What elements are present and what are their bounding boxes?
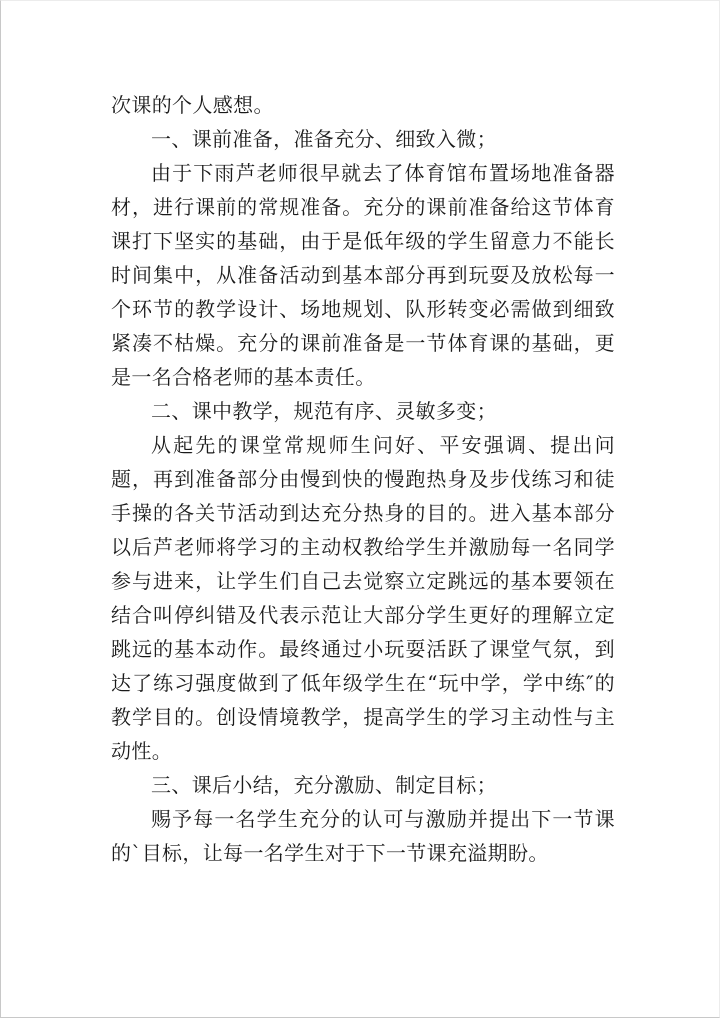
paragraph-summary: 赐予每一名学生充分的认可与激励并提出下一节课的`目标，让每一名学生对于下一节课充溢期盼。 <box>111 807 615 865</box>
paragraph-preparation: 由于下雨芦老师很早就去了体育馆布置场地准备器材，进行课前的常规准备。充分的课前准备给这节体育课打下坚实的基础，由于是低年级的学生留意力不能长时间集中，从准备活动到基本部分再到玩耍及放松每一个环节的教学设计、场地规划、队形转变必需做到细致紧凑不枯燥。充分的课前准备是一节体育课的基础，更是一名合格老师的基本责任。 <box>111 161 615 389</box>
section-heading-preparation: 一、课前准备，准备充分、细致入微； <box>151 127 497 151</box>
document-body <box>111 88 615 870</box>
section-heading-summary: 三、课后小结，充分激励、制定目标； <box>151 773 497 797</box>
section-heading-teaching: 二、课中教学，规范有序、灵敏多变； <box>151 399 497 423</box>
paragraph-continuation: 次课的个人感想。 <box>111 93 274 117</box>
paragraph-teaching: 从起先的课堂常规师生问好、平安强调、提出问题，再到准备部分由慢到快的慢跑热身及步伐练习和徒手操的各关节活动到达充分热身的目的。进入基本部分以后芦老师将学习的主动权教给学生并激励每一名同学参与进来，让学生们自己去觉察立定跳远的基本要领在结合叫停纠错及代表示范让大部分学生更好的理解立定跳远的基本动作。最终通过小玩耍活跃了课堂气氛，到达了练习强度做到了低年级学生在“玩中学，学中练″的教学目的。创设情境教学，提高学生的学习主动性与主动性。 <box>111 433 615 763</box>
